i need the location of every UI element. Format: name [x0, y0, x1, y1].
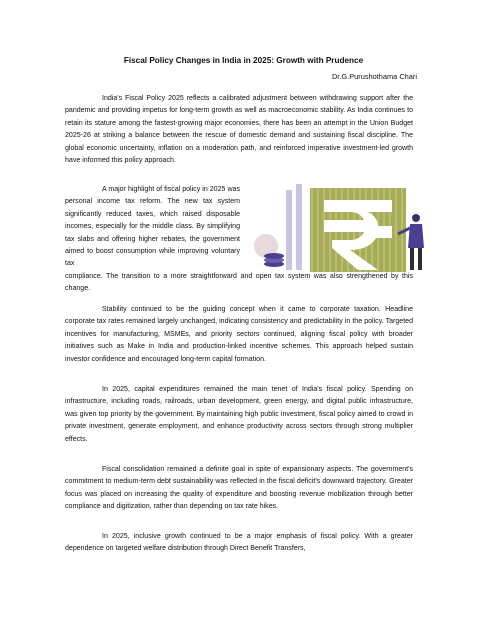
lavender-bar: [296, 184, 302, 270]
rupee-illustration: [250, 184, 428, 272]
paragraph-intro: India's Fiscal Policy 2025 reflects a calibrated adjustment between withdrawing support after the pandemic and providing impetus for long-term growth as well as macroeconomic stability. As India continues to retain its stature among the fastest-growing major economies, there has been an attempt in the Union Budget 2025-26 at striking a balance between the rescue of domestic demand and sustaining fiscal discipline. The global economic uncertainty, inflation on a moderation path, and reinforced imperative investment-led growth have informed this policy approach.: [65, 95, 413, 165]
paragraph-capital-expenditure: In 2025, capital expenditures remained the main tenet of India's fiscal policy. Spending on infrastructure, including roads, railroads, urban development, green energy, and digital public infrastructure, was given top priority by the government. By maintaining high public investment, fiscal policy aimed to crowd in private investment, generate employment, and enhance productivity across sectors through strong multiplier effects.: [65, 386, 413, 443]
author-name: Dr.G.Purushothama Chari: [331, 72, 417, 81]
paragraph-corporate-tax: Stability continued to be the guiding concept when it came to corporate taxation. Headline corporate tax rates remained largely unchanged, indicating consistency and predictability in the policy. Targeted incentives for manufacturing, MSMEs, and priority sectors continued, aligning fiscal policy with broader initiatives such as Make in India and production-linked incentive schemes. This approach helped sustain investor confidence and encouraged long-term capital formation.: [65, 306, 413, 363]
paragraph-fiscal-consolidation: Fiscal consolidation remained a definite goal in spite of expansionary aspects. The government's commitment to medium-term debt sustainability was reflected in the fiscal deficit's downward trajectory. Greater focus was placed on increasing the quality of expenditure and boosting revenue mobilization through better compliance and digitization, rather than depending on tax rate hikes.: [65, 466, 413, 511]
paragraph-inclusive-growth: In 2025, inclusive growth continued to be a major emphasis of fiscal policy. With a greater dependence on targeted welfare distribution through Direct Benefit Transfers,: [65, 533, 413, 553]
paragraph-income-tax: A major highlight of fiscal policy in 2025 was personal income tax reform. The new tax system significantly reduced taxes, which raised disposable incomes, especially for the middle class. By simplifying tax slabs and offering higher rebates, the government aimed to boost consumption while improving voluntary tax: [65, 186, 240, 268]
coin-stack-icon: [264, 253, 284, 267]
page-title: Fiscal Policy Changes in India in 2025: Growth with Prudence: [123, 56, 364, 65]
paragraph-income-tax-continued: compliance. The transition to a more straightforward and open tax system was also strengthened by this change.: [65, 273, 413, 293]
rupee-symbol-icon: [310, 188, 406, 272]
lavender-bar: [286, 190, 292, 270]
